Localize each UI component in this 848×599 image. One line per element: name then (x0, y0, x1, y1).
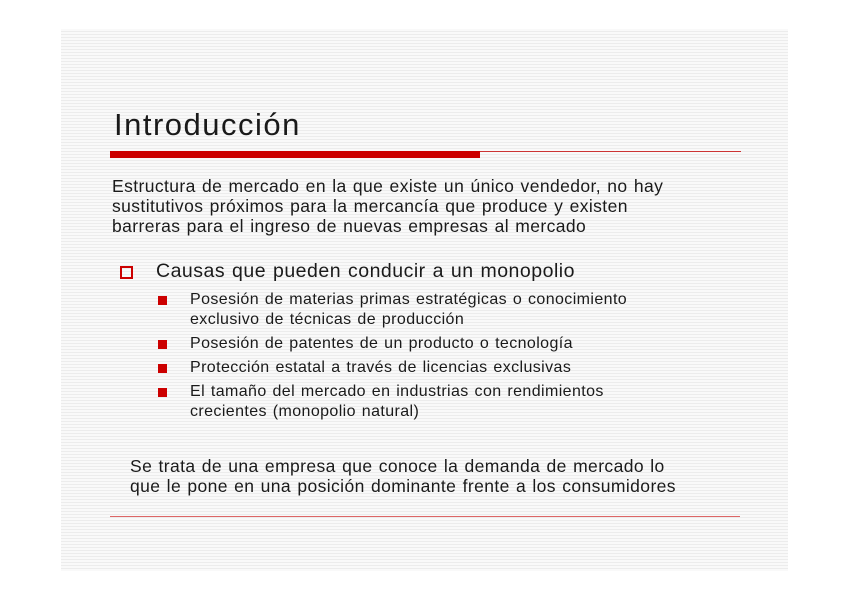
intro-paragraph (112, 176, 732, 236)
title-underline-rule (480, 151, 741, 152)
intro-line: sustitutivos próximos para la mercancía que produce y existen (112, 196, 628, 216)
filled-square-bullet-icon (158, 388, 167, 397)
filled-square-bullet-icon (158, 296, 167, 305)
closing-line: Se trata de una empresa que conoce la demanda de mercado lo (130, 456, 665, 476)
list-item-line: Posesión de patentes de un producto o tecnología (190, 335, 573, 352)
filled-square-bullet-icon (158, 364, 167, 373)
main-bullet (120, 260, 740, 283)
slide-title: Introducción (114, 107, 301, 142)
hollow-square-bullet-icon (120, 266, 133, 279)
title-underline-bar (110, 151, 480, 158)
bottom-rule (110, 516, 740, 517)
list-item-line: crecientes (monopolio natural) (190, 403, 420, 420)
list-item-line: El tamaño del mercado en industrias con rendimientos (190, 383, 604, 400)
list-item (158, 358, 738, 378)
filled-square-bullet-icon (158, 340, 167, 349)
list-item-line: Posesión de materias primas estratégicas o conocimiento (190, 291, 628, 308)
list-item (158, 382, 738, 422)
sub-bullet-list (158, 290, 738, 426)
closing-paragraph (130, 456, 750, 496)
closing-line: que le pone en una posición dominante frente a los consumidores (130, 476, 676, 496)
intro-line: Estructura de mercado en la que existe un único vendedor, no hay (112, 176, 664, 196)
list-item (158, 290, 738, 330)
list-item (158, 334, 738, 354)
main-bullet-text: Causas que pueden conducir a un monopolio (156, 260, 575, 282)
list-item-line: Protección estatal a través de licencias exclusivas (190, 359, 572, 376)
intro-line: barreras para el ingreso de nuevas empresas al mercado (112, 216, 587, 236)
list-item-line: exclusivo de técnicas de producción (190, 311, 465, 328)
